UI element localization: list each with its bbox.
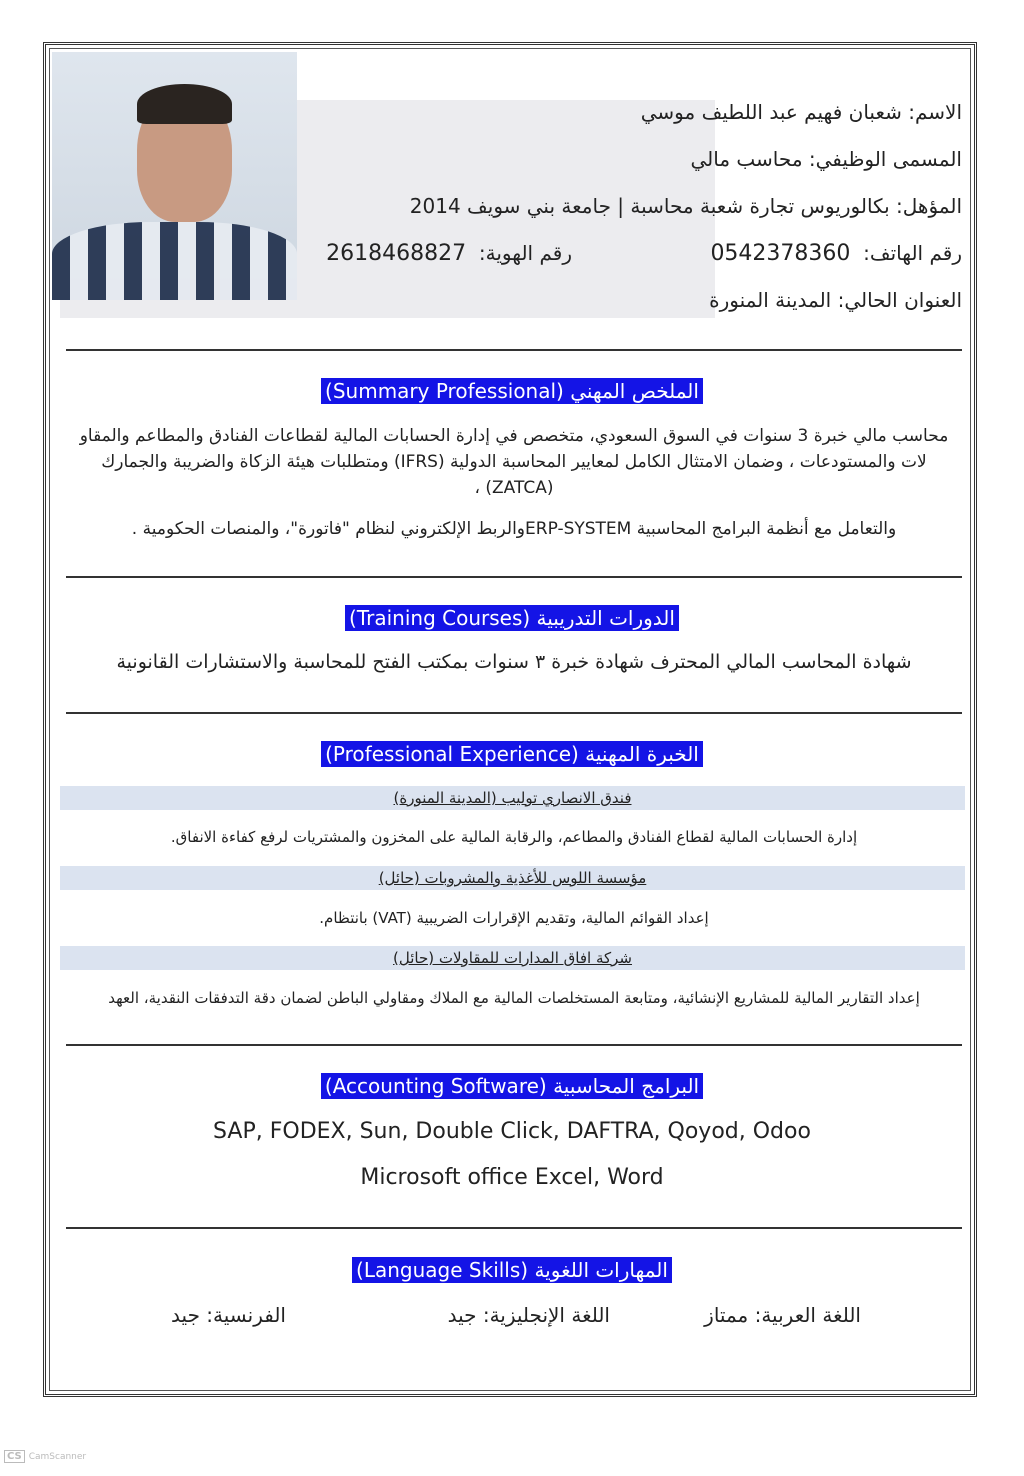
- address-field: العنوان الحالي: المدينة المنورة: [709, 288, 962, 312]
- language-english: اللغة الإنجليزية: جيد: [447, 1303, 610, 1327]
- job-description: إعداد التقارير المالية للمشاريع الإنشائية، ومتابعة المستخلصات المالية مع الملاك ومقاولي الباطن لضمان دقة التدفقات النقدية، العهد: [108, 989, 920, 1007]
- language-arabic: اللغة العربية: ممتاز: [704, 1303, 861, 1327]
- summary-heading: الملخص المهني (Summary Professional): [0, 379, 1024, 403]
- phone-value: 0542378360: [710, 241, 851, 266]
- job-description: إدارة الحسابات المالية لقطاع الفنادق والمطاعم، والرقابة المالية على المخزون والمشتريات لرفع كفاءة الانفاق.: [170, 828, 858, 846]
- id-value: 2618468827: [326, 241, 467, 266]
- id-field: [326, 241, 572, 266]
- name-field: الاسم: شعبان فهيم عبد اللطيف موسي: [640, 100, 962, 124]
- employer-bar: شركة افاق المدارات للمقاولات (حائل): [60, 946, 965, 970]
- training-text: شهادة المحاسب المالي المحترف شهادة خبرة ٣ سنوات بمكتب الفتح للمحاسبة والاستشارات القانونية: [116, 651, 912, 673]
- phone-field: [710, 241, 962, 266]
- job-title-field: المسمى الوظيفي: محاسب مالي: [690, 147, 962, 171]
- software-heading: البرامج المحاسبية (Accounting Software): [0, 1074, 1024, 1098]
- language-french: الفرنسية: جيد: [171, 1303, 286, 1327]
- summary-text-2: والتعامل مع أنظمة البرامج المحاسبية ERP-SYSTEMوالربط الإلكتروني لنظام "فاتورة"، والمنصات الحكومية .: [131, 519, 897, 539]
- divider: [66, 1044, 962, 1046]
- employer-bar: مؤسسة اللوس للأغذية والمشروبات (حائل): [60, 866, 965, 890]
- software-list: SAP, FODEX, Sun, Double Click, DAFTRA, Qoyod, Odoo: [213, 1119, 811, 1144]
- experience-heading: الخبرة المهنية (Professional Experience): [0, 742, 1024, 766]
- qualification-field: المؤهل: بكالوريوس تجارة شعبة محاسبة | جامعة بني سويف 2014: [409, 194, 962, 218]
- summary-text: محاسب مالي خبرة 3 سنوات في السوق السعودي، متخصص في إدارة الحسابات المالية لقطاعات الفنادق والمطاعم والمقاو لات والمستودعات ، وضمان الامتثال الكامل لمعايير المحاسبة الدولية (IFRS) ومتطلبات هيئة الزكاة والضريبة والجمارك (ZATCA) ،: [79, 426, 949, 498]
- phone-label: رقم الهاتف:: [863, 241, 962, 265]
- office-list: Microsoft office Excel, Word: [360, 1165, 664, 1190]
- job-description: إعداد القوائم المالية، وتقديم الإقرارات الضريبية (VAT) بانتظام.: [319, 909, 709, 927]
- divider: [66, 576, 962, 578]
- profile-photo: [52, 52, 297, 300]
- divider: [66, 1227, 962, 1229]
- id-label: رقم الهوية:: [478, 241, 572, 265]
- camscanner-watermark: CS CamScanner: [4, 1450, 86, 1463]
- divider: [66, 712, 962, 714]
- language-heading: المهارات اللغوية (Language Skills): [0, 1258, 1024, 1282]
- training-heading: الدورات التدريبية (Training Courses): [0, 606, 1024, 630]
- employer-bar: فندق الانصاري توليب (المدينة المنورة): [60, 786, 965, 810]
- divider: [66, 349, 962, 351]
